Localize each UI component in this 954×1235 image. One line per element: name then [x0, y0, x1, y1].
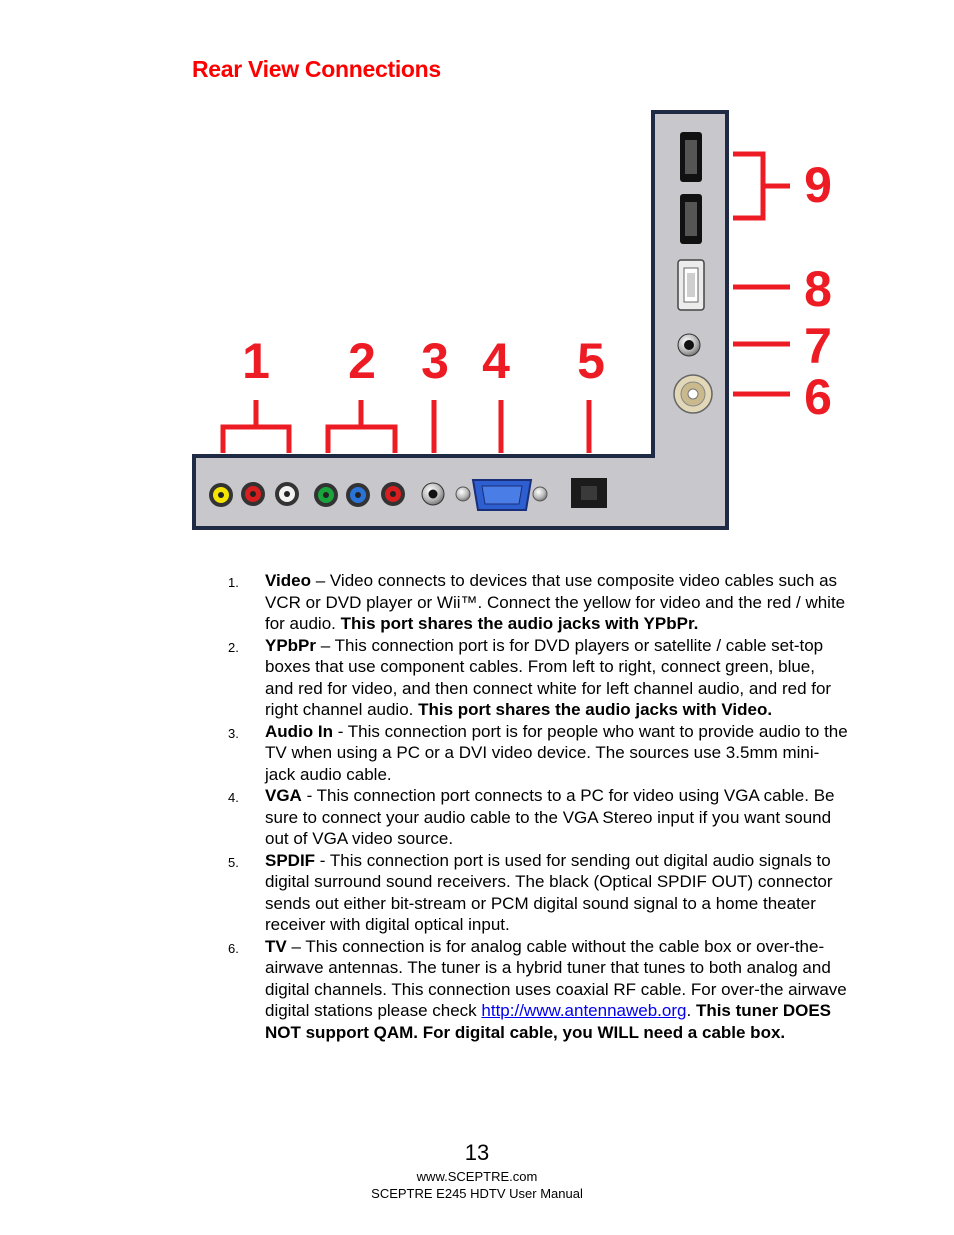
item-number: 3. [228, 725, 239, 741]
usb-port [678, 260, 704, 310]
callout-3: 3 [421, 333, 449, 389]
item-description: This connection port is for people who want to provide audio to the TV when using a PC or a DVI video device. The sources use 3.5mm mini-jack audio cable. [265, 721, 848, 784]
rca-jack-red-2 [381, 482, 405, 506]
item-name: SPDIF [265, 850, 316, 870]
callout-7: 7 [804, 318, 832, 374]
list-item-vga: 4. VGA - This connection port connects to a PC for video using VGA cable. Be sure to connect your audio cable to the VGA Stereo input if you want sound out of VGA video source. [228, 786, 835, 848]
page-footer [0, 1138, 954, 1202]
callout-bracket-1 [223, 400, 289, 453]
rca-jack-red-1 [241, 482, 265, 506]
callout-6: 6 [804, 369, 832, 425]
callout-8: 8 [804, 261, 832, 317]
item-description: This connection port is used for sending out digital audio signals to digital surround sound receivers. The black (Optical SPDIF OUT) connector sends out either bit-stream or PCM digital sound signal to a home theater receiver with digital optical input. [265, 850, 833, 934]
footer-manual-title: SCEPTRE E245 HDTV User Manual [371, 1186, 583, 1201]
item-number: 6. [228, 940, 239, 956]
item-note: This port shares the audio jacks with Video. [418, 700, 773, 719]
item-number: 2. [228, 639, 239, 655]
list-item-spdif: 5. SPDIF - This connection port is used for sending out digital audio signals to digital surround sound receivers. The black (Optical SPDIF OUT) connector sends out either bit-stream or PCM digital sound signal to a home theater receiver with digital optical input. [228, 850, 833, 934]
item-number: 1. [228, 575, 239, 590]
footer-website: www.SCEPTRE.com [416, 1169, 538, 1184]
item-note: This port shares the audio jacks with YPbPr. [340, 614, 699, 633]
callout-bracket-9 [733, 154, 790, 218]
item-note: This tuner DOES NOT support QAM. For digital cable, you WILL need a cable box. [265, 1001, 832, 1042]
hdmi-port-1 [680, 132, 702, 182]
callout-1: 1 [242, 333, 270, 389]
list-item-video: 1. Video – Video connects to devices that use composite video cables such as VCR or DVD player or Wii™. Connect the yellow for video and the red / white for audio. This port shares the audio jacks with YPbPr. [228, 571, 846, 633]
callout-bracket-2 [328, 400, 395, 453]
rca-jack-green [314, 483, 338, 507]
rca-jack-blue [346, 483, 370, 507]
item-name: VGA [265, 786, 302, 805]
item-description: Video connects to devices that use composite video cables such as VCR or DVD player or Wii™. Connect the yellow for video and the red / white for audio. [265, 571, 846, 633]
rca-jack-yellow [209, 483, 233, 507]
callout-2: 2 [348, 333, 376, 389]
mini-jack-port [678, 334, 700, 356]
item-description: This connection is for analog cable without the cable box or over-the-airwave antennas. The tuner is a hybrid tuner that tunes to both analog and digital channels. This connection uses coaxial RF cable. For over-the airwave digital stations please check [265, 936, 847, 1020]
callout-5: 5 [577, 333, 605, 389]
item-number: 5. [228, 854, 239, 870]
spdif-port [571, 478, 607, 508]
item-name: Video [265, 571, 311, 590]
coaxial-port [674, 375, 712, 413]
item-number: 4. [228, 790, 239, 805]
item-name: YPbPr [265, 635, 317, 655]
panel-outline [194, 112, 727, 528]
hdmi-port-2 [680, 194, 702, 244]
page-title: Rear View Connections [192, 56, 441, 82]
item-name: TV [265, 936, 287, 956]
item-description: This connection port connects to a PC for video using VGA cable. Be sure to connect your audio cable to the VGA Stereo input if you want sound out of VGA video source. [265, 786, 835, 848]
audio-in-jack [422, 483, 444, 505]
page-number: 13 [464, 1140, 490, 1165]
list-item-audio-in: 3. Audio In - This connection port is for people who want to provide audio to the TV when using a PC or a DVI video device. The sources use 3.5mm mini-jack audio cable. [228, 721, 848, 784]
item-name: Audio In [265, 721, 333, 741]
callout-9: 9 [804, 157, 832, 213]
list-item-ypbpr: 2. YPbPr – This connection port is for DVD players or satellite / cable set-top boxes that use component cables. From left to right, connect green, blue, and red for video, and then connect white for left channel audio, and red for right channel audio. This port shares the audio jacks with Video. [228, 635, 832, 719]
item-description: This connection port is for DVD players or satellite / cable set-top boxes that use component cables. From left to right, connect green, blue, and red for video, and then connect white for left channel audio, and red for right channel audio. [265, 635, 832, 719]
list-item-tv: 6. TV – This connection is for analog cable without the cable box or over-the-airwave antennas. The tuner is a hybrid tuner that tunes to both analog and digital channels. This connection uses coaxial RF cable. For over-the airwave digital stations please check http://www.antennaweb.org. This tuner DOES NOT support QAM. For digital cable, you WILL need a cable box. [228, 936, 847, 1042]
rear-panel-diagram [190, 108, 840, 533]
antennaweb-link[interactable]: http://www.antennaweb.org [481, 1001, 687, 1020]
rca-jack-white [275, 482, 299, 506]
connection-list [228, 570, 848, 1043]
callout-4: 4 [482, 333, 510, 389]
